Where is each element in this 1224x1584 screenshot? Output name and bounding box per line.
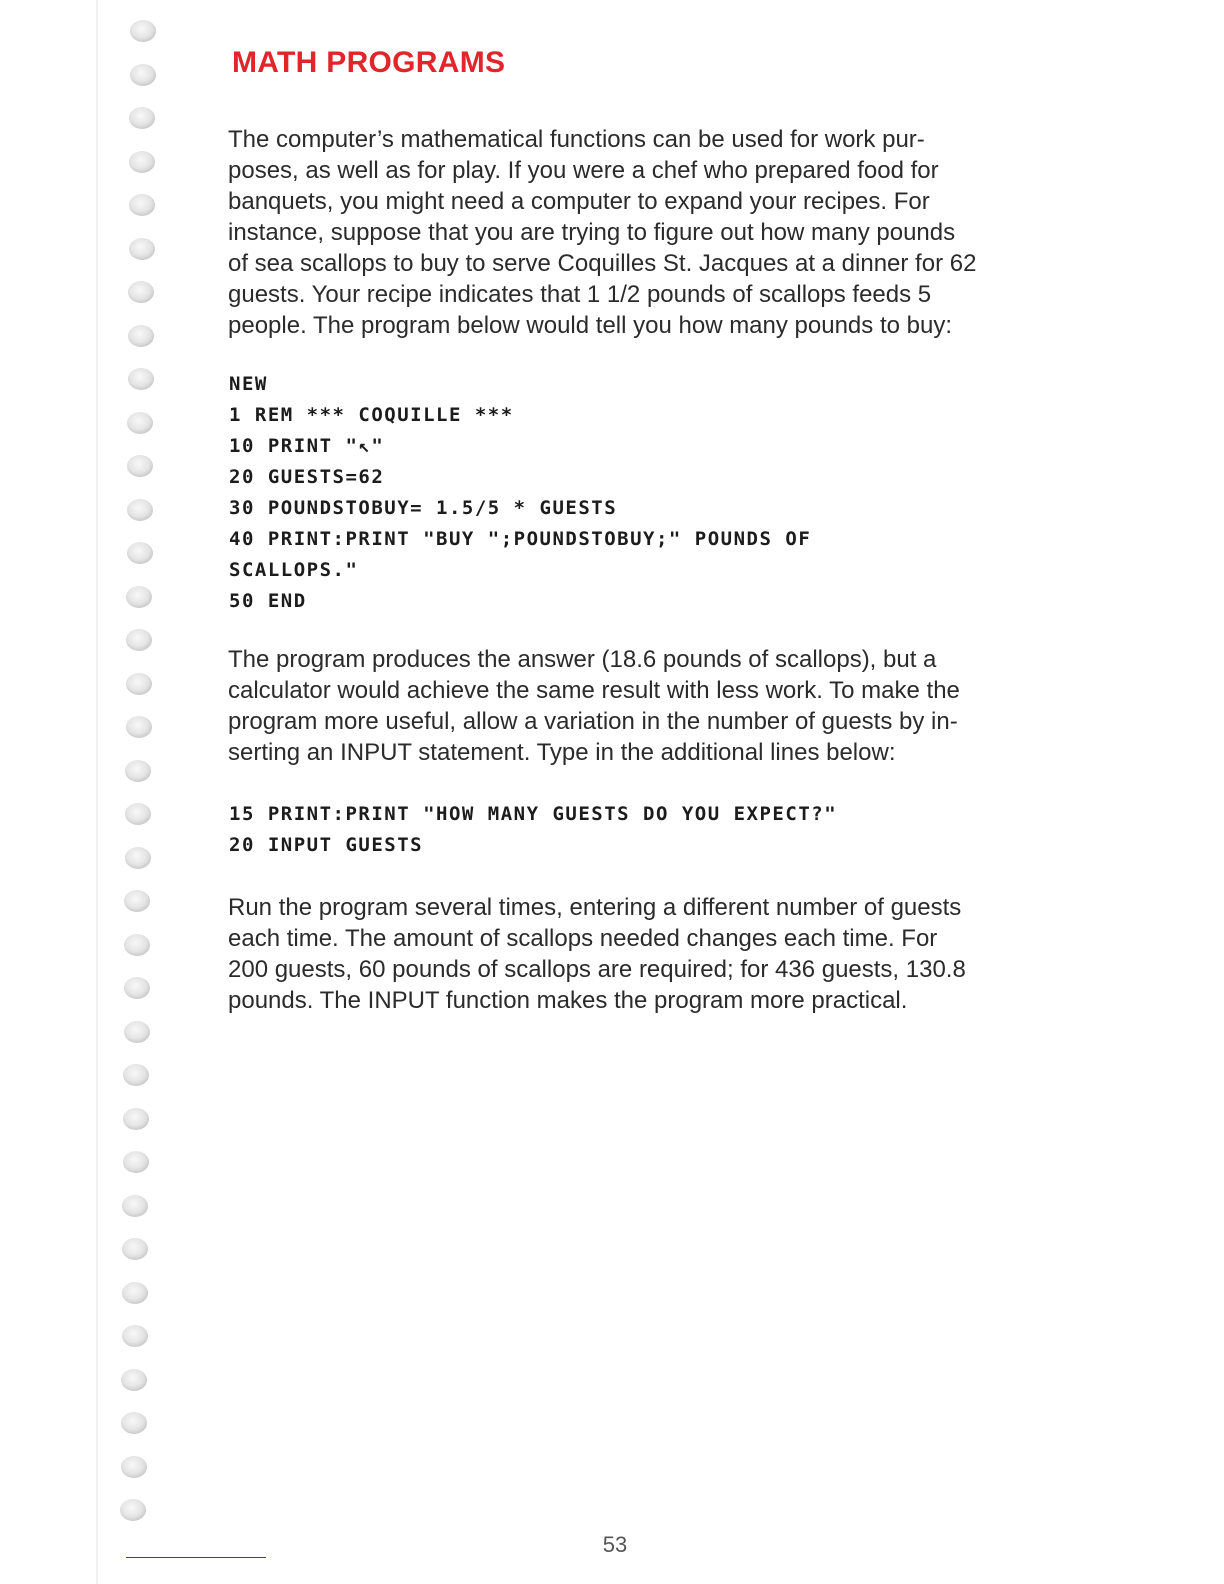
paragraph-line: people. The program below would tell you how many pounds to buy:: [228, 312, 952, 339]
binder-hole: [130, 20, 156, 42]
program-listing: [229, 369, 811, 617]
paragraph-line: guests. Your recipe indicates that 1 1/2 pounds of scallops feeds 5: [228, 281, 932, 308]
binder-hole: [122, 1238, 148, 1260]
binder-hole: [128, 368, 154, 390]
binder-hole: [125, 803, 151, 825]
binder-hole: [121, 1412, 147, 1434]
binder-hole: [129, 238, 155, 260]
binder-hole: [130, 64, 156, 86]
binder-hole: [123, 1064, 149, 1086]
binder-holes: [118, 0, 158, 1584]
binder-hole: [124, 890, 150, 912]
footer-rule: [126, 1557, 266, 1558]
binder-hole: [127, 455, 153, 477]
paragraph-line: poses, as well as for play. If you were a chef who prepared food for: [228, 157, 939, 184]
paragraph-line: banquets, you might need a computer to expand your recipes. For: [228, 188, 930, 215]
binder-hole: [127, 542, 153, 564]
paragraph-line: The program produces the answer (18.6 pounds of scallops), but a: [228, 646, 937, 673]
binder-hole: [124, 977, 150, 999]
binder-hole: [126, 629, 152, 651]
paragraph-line: pounds. The INPUT function makes the program more practical.: [228, 987, 908, 1014]
binder-hole: [127, 499, 153, 521]
paragraph-line: serting an INPUT statement. Type in the additional lines below:: [228, 739, 896, 766]
paragraph-line: instance, suppose that you are trying to figure out how many pounds: [228, 219, 956, 246]
binder-hole: [124, 1021, 150, 1043]
paragraph-line: calculator would achieve the same result with less work. To make the: [228, 677, 960, 704]
binder-hole: [128, 325, 154, 347]
binder-hole: [125, 760, 151, 782]
code-line: 30 POUNDSTOBUY= 1.5/5 * GUESTS: [229, 497, 618, 519]
code-line: 20 INPUT GUESTS: [229, 834, 424, 856]
conclusion-paragraph: [228, 892, 1088, 1016]
binder-hole: [129, 151, 155, 173]
binder-hole: [129, 107, 155, 129]
binder-hole: [123, 1108, 149, 1130]
binder-hole: [121, 1456, 147, 1478]
additional-lines-listing: [229, 799, 837, 861]
code-line: 10 PRINT "↖": [229, 435, 385, 457]
binder-hole: [126, 586, 152, 608]
code-line: 1 REM *** COQUILLE ***: [229, 404, 514, 426]
paragraph-line: each time. The amount of scallops needed changes each time. For: [228, 925, 938, 952]
binder-hole: [126, 673, 152, 695]
binder-hole: [129, 194, 155, 216]
code-line: 40 PRINT:PRINT "BUY ";POUNDSTOBUY;" POUNDS OF: [229, 528, 812, 550]
binder-hole: [122, 1282, 148, 1304]
code-line: NEW: [229, 373, 268, 395]
paragraph-line: The computer’s mathematical functions can be used for work pur-: [228, 126, 925, 153]
paragraph-line: Run the program several times, entering a different number of guests: [228, 894, 962, 921]
code-line: 15 PRINT:PRINT "HOW MANY GUESTS DO YOU EXPECT?": [229, 803, 838, 825]
paragraph-line: program more useful, allow a variation in the number of guests by in-: [228, 708, 958, 735]
binder-hole: [122, 1195, 148, 1217]
binder-hole: [128, 281, 154, 303]
code-line: 20 GUESTS=62: [229, 466, 385, 488]
paragraph-line: 200 guests, 60 pounds of scallops are required; for 436 guests, 130.8: [228, 956, 966, 983]
binding-edge: [96, 0, 98, 1584]
explanation-paragraph: [228, 644, 1088, 768]
binder-hole: [127, 412, 153, 434]
page-title: MATH PROGRAMS: [232, 46, 506, 79]
code-line: SCALLOPS.": [229, 559, 359, 581]
paragraph-line: of sea scallops to buy to serve Coquilles St. Jacques at a dinner for 62: [228, 250, 977, 277]
binder-hole: [120, 1499, 146, 1521]
binder-hole: [122, 1325, 148, 1347]
code-line: 50 END: [229, 590, 307, 612]
binder-hole: [126, 716, 152, 738]
intro-paragraph: [228, 124, 1088, 341]
binder-hole: [125, 847, 151, 869]
binder-hole: [121, 1369, 147, 1391]
binder-hole: [124, 934, 150, 956]
page-number: 53: [602, 1532, 628, 1557]
binder-hole: [123, 1151, 149, 1173]
